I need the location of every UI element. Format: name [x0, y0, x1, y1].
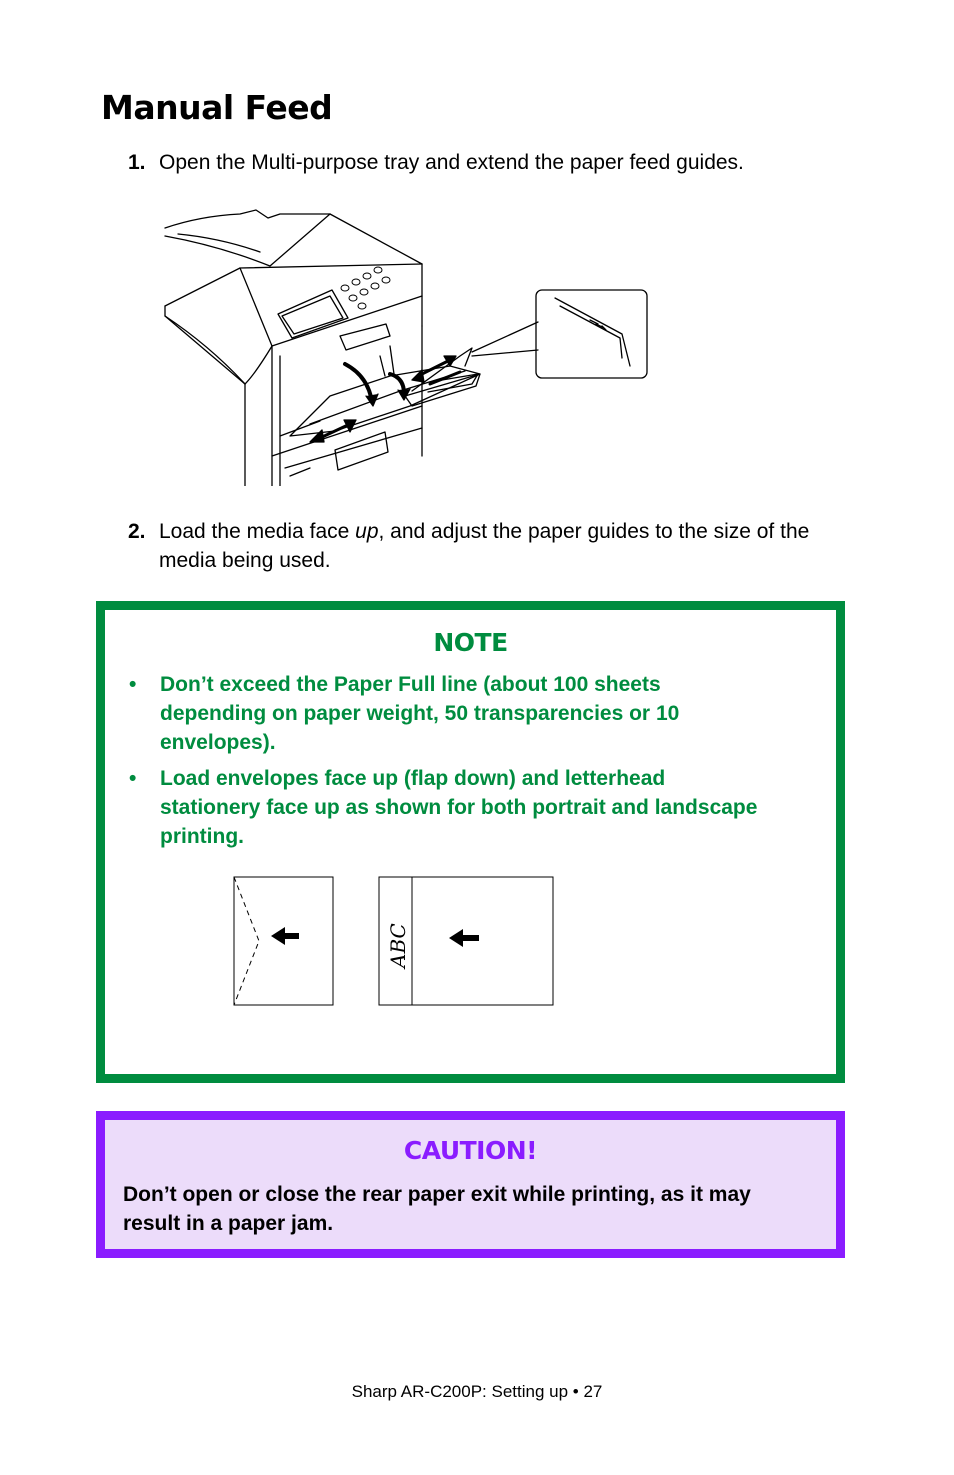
- arrow-left-icon: [449, 929, 479, 947]
- printer-illustration: [160, 206, 650, 486]
- note-title: NOTE: [433, 628, 508, 657]
- step-text: Open the Multi-purpose tray and extend the paper feed guides.: [159, 151, 744, 174]
- step-number: 1.: [128, 151, 146, 174]
- envelope-loading-diagram: [233, 876, 563, 1016]
- note-bullet-text: Load envelopes face up (flap down) and letterhead stationery face up as shown for both portrait and landscape printing.: [160, 767, 758, 848]
- bullet-marker: •: [129, 673, 137, 696]
- step-1: [128, 148, 848, 177]
- page-footer: Sharp AR-C200P: Setting up • 27: [351, 1382, 603, 1401]
- step-text-emphasis: up: [355, 520, 379, 543]
- step-2: [128, 517, 848, 575]
- envelope-icon: [234, 877, 333, 1005]
- note-box: [96, 601, 845, 1083]
- caution-text: Don’t open or close the rear paper exit while printing, as it may result in a paper jam.: [123, 1183, 751, 1235]
- step-text-part: Load the media face: [159, 520, 356, 543]
- letterhead-text: ABC: [386, 923, 410, 968]
- step-text-part: , and adjust the paper guides to the size of the media being used.: [159, 520, 810, 572]
- note-bullet-list: [121, 670, 761, 858]
- note-bullet-text: Don’t exceed the Paper Full line (about 100 sheets depending on paper weight, 50 transparencies or 10 envelopes).: [160, 673, 680, 754]
- page-title: Manual Feed: [101, 88, 333, 127]
- note-bullet: [121, 670, 761, 757]
- step-text: [159, 517, 848, 575]
- bullet-marker: •: [129, 767, 137, 790]
- note-bullet: [121, 764, 761, 851]
- arrow-left-icon: [271, 927, 299, 945]
- step-number: 2.: [128, 520, 146, 543]
- caution-box: [96, 1111, 845, 1258]
- letterhead-sheet-icon: [379, 877, 553, 1005]
- caution-title: CAUTION!: [403, 1136, 538, 1165]
